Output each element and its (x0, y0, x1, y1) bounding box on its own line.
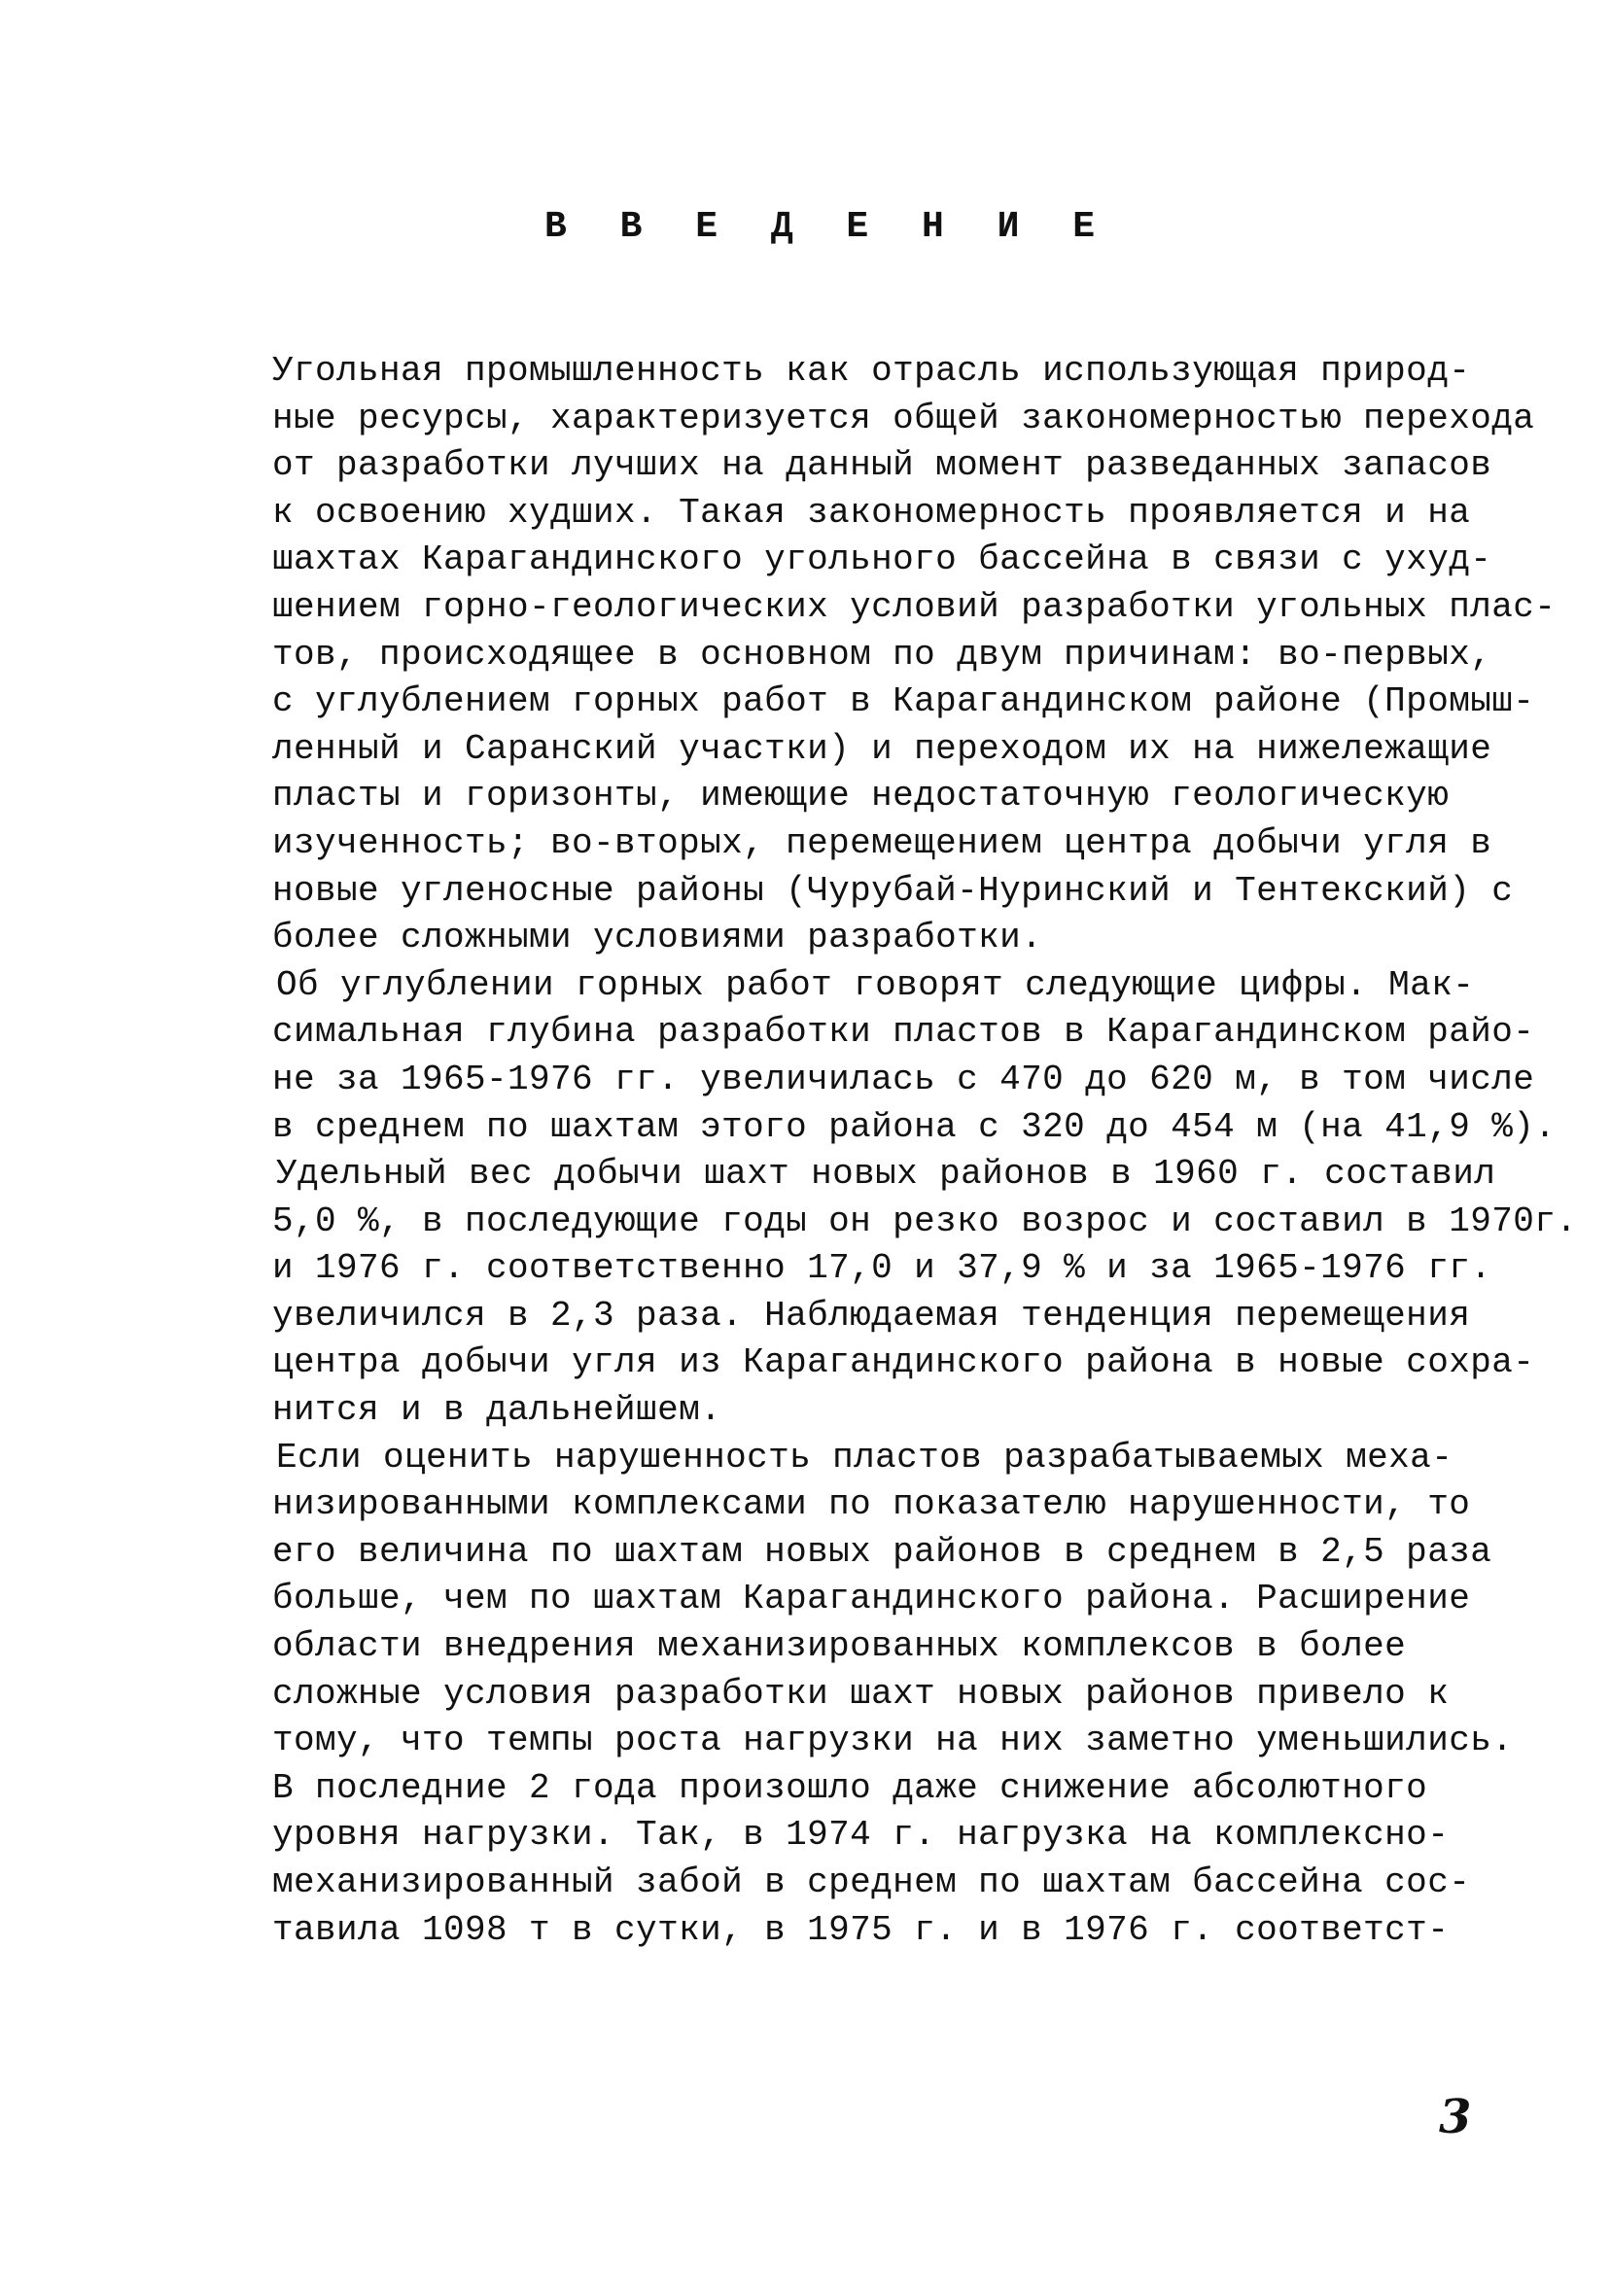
page-number: 3 (1439, 2090, 1472, 2144)
text-line: в среднем по шахтам этого района с 320 до 454 м (на 41,9 %). (272, 1106, 1557, 1147)
body-text (272, 348, 1578, 1954)
text-line: низированными комплексами по показателю нарушенности, то (272, 1484, 1471, 1525)
text-line: новые угленосные районы (Чурубай-Нуринский и Тентекский) с (272, 870, 1514, 911)
text-line: области внедрения механизированных комплексов в более (272, 1626, 1407, 1667)
text-line: увеличился в 2,3 раза. Наблюдаемая тенденция перемещения (272, 1295, 1471, 1336)
text-line: центра добычи угля из Карагандинского района в новые сохра- (272, 1342, 1535, 1383)
text-line: тавила 1098 т в сутки, в 1975 г. и в 1976 г. соответст- (272, 1909, 1450, 1950)
text-line: уровня нагрузки. Так, в 1974 г. нагрузка на комплексно- (272, 1815, 1450, 1856)
text-line: В последние 2 года произошло даже снижение абсолютного (272, 1767, 1428, 1808)
text-line: ные ресурсы, характеризуется общей закономерностью перехода (272, 398, 1535, 438)
text-line: изученность; во-вторых, перемещением центра добычи угля в (272, 822, 1492, 863)
text-line: Угольная промышленность как отрасль использующая природ- (272, 351, 1471, 391)
text-line: не за 1965-1976 гг. увеличилась с 470 до 620 м, в том числе (272, 1059, 1535, 1099)
text-line: его величина по шахтам новых районов в среднем в 2,5 раза (272, 1531, 1492, 1572)
text-line: более сложными условиями разработки. (272, 918, 1043, 958)
text-line: больше, чем по шахтам Карагандинского района. Расширение (272, 1579, 1471, 1619)
text-line: шением горно-геологических условий разработки угольных плас- (272, 586, 1557, 627)
text-line: и 1976 г. соответственно 17,0 и 37,9 % и за 1965-1976 гг. (272, 1248, 1492, 1289)
text-line: с углублением горных работ в Карагандинском районе (Промыш- (272, 681, 1535, 722)
text-line: симальная глубина разработки пластов в Карагандинском райо- (272, 1012, 1535, 1053)
text-line: к освоению худших. Такая закономерность проявляется и на (272, 492, 1471, 533)
text-line: пласты и горизонты, имеющие недостаточную геологическую (272, 776, 1450, 817)
text-line: 5,0 %, в последующие годы он резко возрос и составил в 1970г. (272, 1200, 1578, 1241)
text-line: Об углублении горных работ говорят следующие цифры. Мак- (276, 964, 1475, 1005)
text-line: механизированный забой в среднем по шахтам бассейна сос- (272, 1862, 1471, 1902)
text-line: шахтах Карагандинского угольного бассейна в связи с ухуд- (272, 539, 1492, 580)
text-line: сложные условия разработки шахт новых районов привело к (272, 1673, 1450, 1714)
text-line: Удельный вес добычи шахт новых районов в 1960 г. составил (276, 1154, 1496, 1195)
text-line: от разработки лучших на данный момент разведанных запасов (272, 445, 1492, 486)
page-title: В В Е Д Е Н И Е (544, 206, 1111, 248)
text-line: Если оценить нарушенность пластов разрабатываемых меха- (276, 1437, 1453, 1478)
text-line: нится и в дальнейшем. (272, 1390, 722, 1431)
text-line: тому, что темпы роста нагрузки на них заметно уменьшились. (272, 1721, 1514, 1761)
text-line: ленный и Саранский участки) и переходом их на нижележащие (272, 728, 1492, 769)
text-line: тов, происходящее в основном по двум причинам: во-первых, (272, 634, 1492, 675)
